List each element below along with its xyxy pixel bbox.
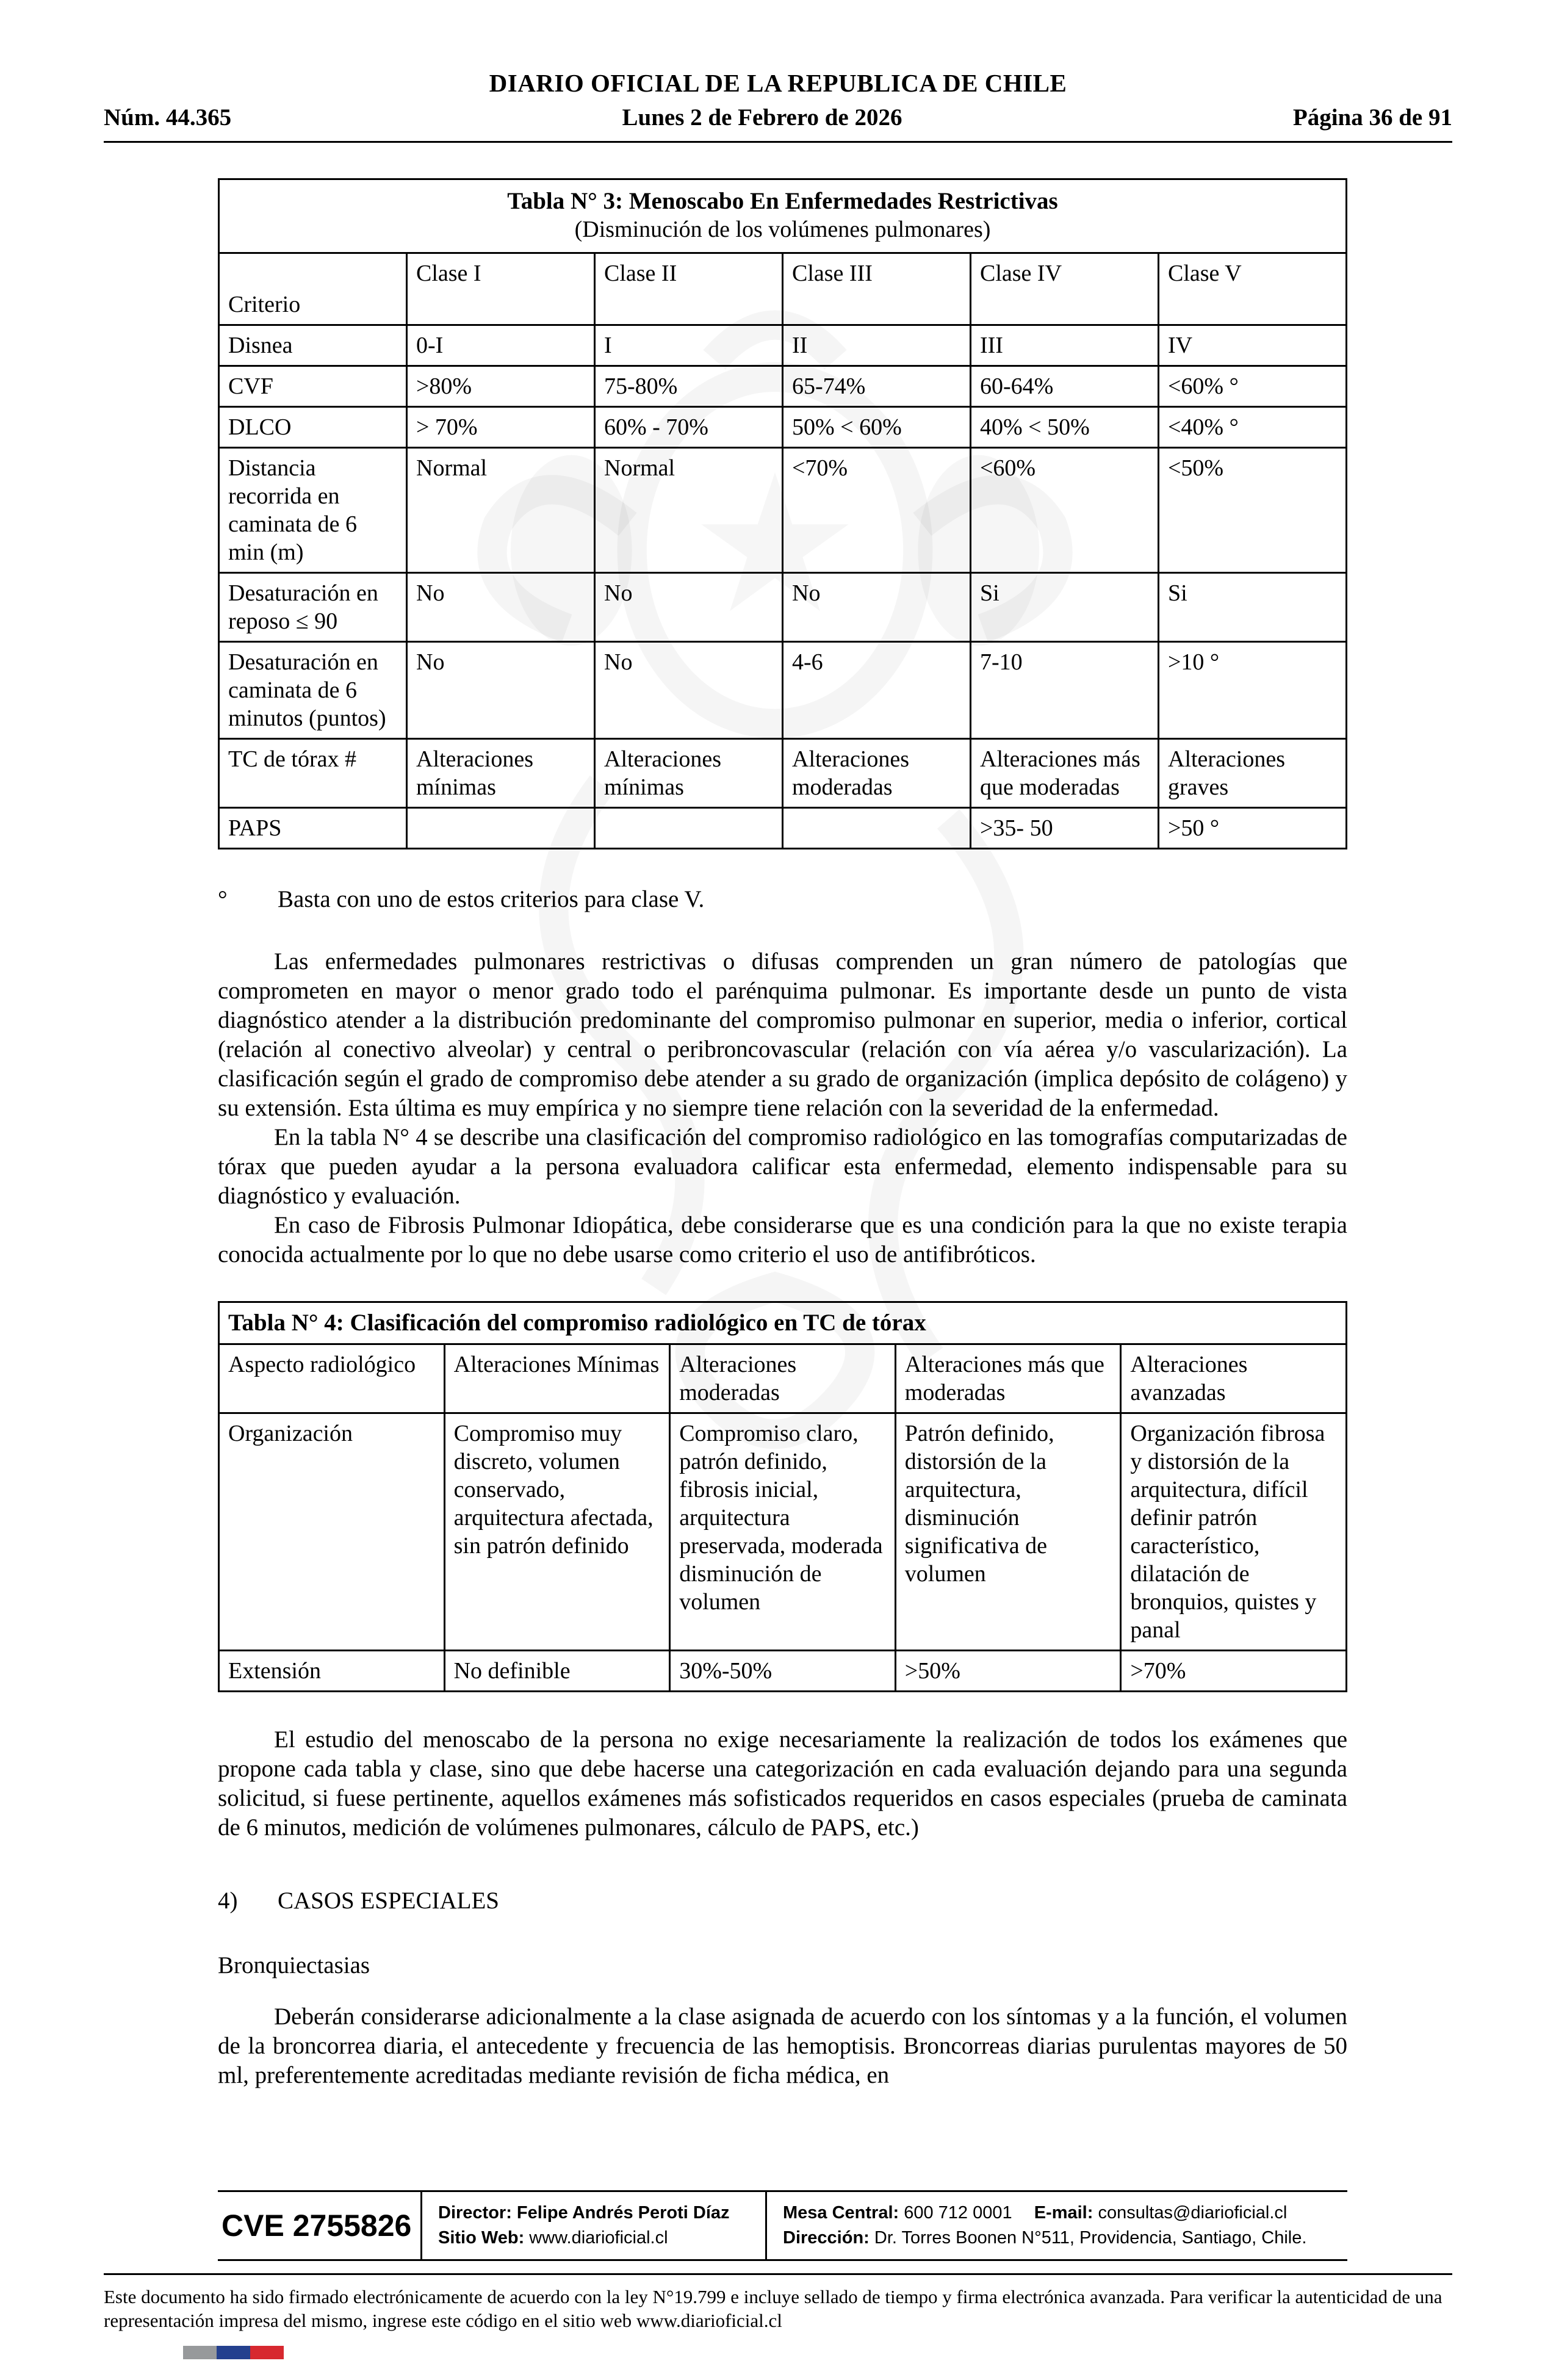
paragraph: En caso de Fibrosis Pulmonar Idiopática, debe considerarse que es una condición para la que no existe terapia conocida actualmente por lo que no debe usarse como criterio el uso de antifibróticos. (218, 1212, 1347, 1268)
table-title-row (219, 1302, 1347, 1344)
table-row (219, 448, 1347, 573)
body-text-block-1 (218, 947, 1347, 1269)
table-cell: Normal (595, 448, 783, 573)
footnote-symbol: ° (218, 886, 228, 912)
table-cell: <50% (1159, 448, 1347, 573)
table-cell: No (407, 642, 595, 739)
table-cell: <60% ° (1159, 366, 1347, 407)
table-row (219, 366, 1347, 407)
table-row (219, 1651, 1347, 1692)
address-line (783, 2226, 1331, 2251)
page-header (0, 0, 1556, 131)
website-label: Sitio Web: (438, 2228, 525, 2248)
row-label: Desaturación en reposo ≤ 90 (219, 573, 407, 642)
table3-footnote (218, 885, 1347, 914)
table-cell: 7-10 (971, 642, 1159, 739)
flag-gray-segment (183, 2346, 217, 2359)
table-cell: Organización fibrosa y distorsión de la arquitectura, difícil definir patrón característico, dilatación de bronquios, quistes y panal (1121, 1413, 1347, 1651)
table-cell: III (971, 325, 1159, 366)
table3-title-cell (219, 179, 1347, 253)
table-cell: 40% < 50% (971, 407, 1159, 448)
table3-subtitle: (Disminución de los volúmenes pulmonares) (574, 217, 991, 242)
address-value: Dr. Torres Boonen N°511, Providencia, Santiago, Chile. (874, 2228, 1307, 2248)
website-link[interactable]: www.diarioficial.cl (529, 2228, 668, 2248)
paragraph: Las enfermedades pulmonares restrictivas o difusas comprenden un gran número de patologías que comprometen en mayor o menor grado todo el parénquima pulmonar. Es importante desde un punto de vista diagnóstico atender a la distribución predominante del compromiso pulmonar en superior, media o inferior, cortical (relación al conectivo alveolar) y central o peribroncovascular (relación con vía aérea y/o vascularización). La clasificación según el grado de compromiso debe atender a su grado de organización (implica depósito de colágeno) y su extensión. Esta última es muy empírica y no siempre tiene relación con la severidad de la enfermedad. (218, 948, 1347, 1121)
table-cell (783, 808, 971, 849)
table-cell: Compromiso muy discreto, volumen conservado, arquitectura afectada, sin patrón definido (444, 1413, 670, 1651)
table-cell: Alteraciones mínimas (407, 739, 595, 808)
table-row (219, 325, 1347, 366)
table-row (219, 808, 1347, 849)
phone-label: Mesa Central: (783, 2203, 899, 2223)
email-link[interactable]: consultas@diarioficial.cl (1098, 2203, 1288, 2223)
flag-red-segment (250, 2346, 284, 2359)
table-cell: 50% < 60% (783, 407, 971, 448)
column-header-clase-1: Clase I (407, 253, 595, 325)
body-text-block-2 (218, 1725, 1347, 1842)
table-cell: >80% (407, 366, 595, 407)
email-label: E-mail: (1034, 2203, 1093, 2223)
table-cell: No (407, 573, 595, 642)
table-cell: I (595, 325, 783, 366)
table4-title: Tabla N° 4: Clasificación del compromiso radiológico en TC de tórax (219, 1302, 1347, 1344)
gazette-title: DIARIO OFICIAL DE LA REPUBLICA DE CHILE (489, 69, 1067, 97)
table-header-row (219, 1344, 1347, 1413)
table-title-row (219, 179, 1347, 253)
table-cell: No (595, 642, 783, 739)
table-cell: Si (971, 573, 1159, 642)
table-cell: 30%-50% (670, 1651, 896, 1692)
table-header-row (219, 253, 1347, 325)
page-footer (0, 2190, 1556, 2359)
table-cell: No definible (444, 1651, 670, 1692)
section-number: 4) (218, 1888, 238, 1914)
table-cell: > 70% (407, 407, 595, 448)
column-header-minimas: Alteraciones Mínimas (444, 1344, 670, 1413)
table-cell: Alteraciones graves (1159, 739, 1347, 808)
table-cell: IV (1159, 325, 1347, 366)
row-label: Desaturación en caminata de 6 minutos (puntos) (219, 642, 407, 739)
column-header-aspecto: Aspecto radiológico (219, 1344, 445, 1413)
cve-block (218, 2190, 1347, 2261)
cve-code: CVE 2755826 (222, 2209, 412, 2243)
chile-flag (183, 2346, 284, 2359)
section-heading (218, 1886, 1347, 1916)
column-header-avanzadas: Alteraciones avanzadas (1121, 1344, 1347, 1413)
paragraph: El estudio del menoscabo de la persona no exige necesariamente la realización de todos los exámenes que propone cada tabla y clase, sino que debe hacerse una categorización en cada evaluación dejando para una segunda solicitud, si fuese pertinente, aquellos exámenes más sofisticados requeridos en casos especiales (prueba de caminata de 6 minutos, medición de volúmenes pulmonares, cálculo de PAPS, etc.) (218, 1726, 1347, 1841)
table-cell: Patrón definido, distorsión de la arquitectura, disminución significativa de volumen (895, 1413, 1121, 1651)
table-cell: 75-80% (595, 366, 783, 407)
table-cell: >70% (1121, 1651, 1347, 1692)
address-label: Dirección: (783, 2228, 870, 2248)
footer-director-column (420, 2192, 765, 2259)
table-compromiso-radiologico (218, 1301, 1347, 1692)
table-cell (595, 808, 783, 849)
table-cell: Si (1159, 573, 1347, 642)
row-label: CVF (219, 366, 407, 407)
row-label: PAPS (219, 808, 407, 849)
phone-email-line (783, 2201, 1331, 2226)
footnote-text: Basta con uno de estos criterios para clase V. (278, 886, 705, 912)
phone-number: 600 712 0001 (904, 2203, 1012, 2223)
row-label: Distancia recorrida en caminata de 6 min (m) (219, 448, 407, 573)
row-label: Disnea (219, 325, 407, 366)
flag-blue-segment (217, 2346, 250, 2359)
subsection-heading: Bronquiectasias (218, 1952, 370, 1978)
table-cell: No (783, 573, 971, 642)
table-cell: <70% (783, 448, 971, 573)
header-rule (104, 141, 1452, 143)
table-row (219, 739, 1347, 808)
table-cell: <60% (971, 448, 1159, 573)
row-label: DLCO (219, 407, 407, 448)
column-header-clase-3: Clase III (783, 253, 971, 325)
body-text-block-3 (218, 2002, 1347, 2090)
row-label: TC de tórax # (219, 739, 407, 808)
gazette-date: Lunes 2 de Febrero de 2026 (622, 104, 902, 131)
column-header-clase-5: Clase V (1159, 253, 1347, 325)
table-cell: >50 ° (1159, 808, 1347, 849)
column-header-criterio: Criterio (219, 253, 407, 325)
table-cell (407, 808, 595, 849)
table-cell: 4-6 (783, 642, 971, 739)
table-row (219, 1413, 1347, 1651)
director-label: Director: (438, 2203, 512, 2223)
table-row (219, 642, 1347, 739)
page-number: Página 36 de 91 (1292, 104, 1452, 131)
website-line (438, 2226, 749, 2251)
section-title: CASOS ESPECIALES (278, 1888, 499, 1914)
legal-notice: Este documento ha sido firmado electrónicamente de acuerdo con la ley N°19.799 e incluye sellado de tiempo y firma electrónica avanzada. Para verificar la autenticidad de una representación impresa del mismo, ingrese este código en el sitio web www.diarioficial.cl (104, 2273, 1452, 2332)
table-cell: 60% - 70% (595, 407, 783, 448)
footer-contact-column (765, 2192, 1347, 2259)
table3-title: Tabla N° 3: Menoscabo En Enfermedades Restrictivas (507, 188, 1058, 214)
table-row (219, 407, 1347, 448)
table-cell: Compromiso claro, patrón definido, fibrosis inicial, arquitectura preservada, moderada disminución de volumen (670, 1413, 896, 1651)
column-header-moderadas: Alteraciones moderadas (670, 1344, 896, 1413)
row-label: Extensión (219, 1651, 445, 1692)
table-cell: Alteraciones mínimas (595, 739, 783, 808)
director-line (438, 2201, 749, 2226)
table-cell: >50% (895, 1651, 1121, 1692)
table-cell: 65-74% (783, 366, 971, 407)
column-header-clase-4: Clase IV (971, 253, 1159, 325)
table-cell: II (783, 325, 971, 366)
paragraph: Deberán considerarse adicionalmente a la clase asignada de acuerdo con los síntomas y a la función, el volumen de la broncorrea diaria, el antecedente y frecuencia de las hemoptisis. Broncorreas diarias purulentas mayores de 50 ml, preferentemente acreditadas mediante revisión de ficha médica, en (218, 2003, 1347, 2088)
paragraph: En la tabla N° 4 se describe una clasificación del compromiso radiológico en las tomografías computarizadas de tórax que pueden ayudar a la persona evaluadora calificar esta enfermedad, elemento indispensable para su diagnóstico y evaluación. (218, 1124, 1347, 1209)
table-cell: 60-64% (971, 366, 1159, 407)
row-label: Organización (219, 1413, 445, 1651)
issue-number: Núm. 44.365 (104, 104, 232, 131)
table-cell: >10 ° (1159, 642, 1347, 739)
column-header-mas-que-moderadas: Alteraciones más que moderadas (895, 1344, 1121, 1413)
column-header-clase-2: Clase II (595, 253, 783, 325)
table-cell: 0-I (407, 325, 595, 366)
table-row (219, 573, 1347, 642)
table-cell: >35- 50 (971, 808, 1159, 849)
table-cell: Alteraciones más que moderadas (971, 739, 1159, 808)
table-cell: Normal (407, 448, 595, 573)
table-cell: Alteraciones moderadas (783, 739, 971, 808)
director-name: Felipe Andrés Peroti Díaz (516, 2203, 730, 2223)
table-cell: <40% ° (1159, 407, 1347, 448)
table-menoscabo-restrictivas (218, 178, 1347, 849)
table-cell: No (595, 573, 783, 642)
